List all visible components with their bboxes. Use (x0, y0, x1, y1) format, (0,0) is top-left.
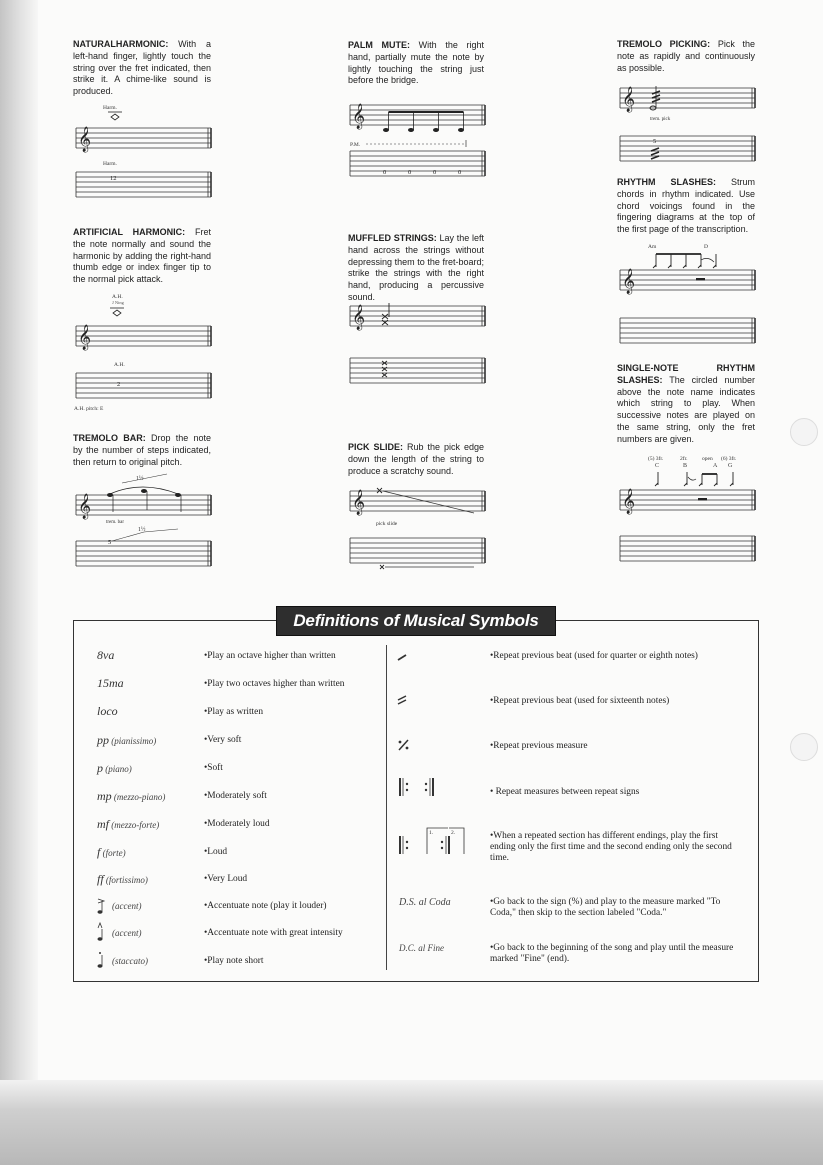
natural-harmonic-text: NATURALHARMONIC: With a left-hand finger, lightly touch the string over the fret indicated, then strike it. A chime-like sound is produced. (73, 39, 211, 97)
piano-symbol: p (piano) (97, 761, 132, 775)
svg-text:0: 0 (433, 169, 437, 176)
definition-desc: •Go back to the beginning of the song and play until the measure marked "Fine" (end). (490, 943, 734, 964)
rhythm-slashes-text: RHYTHM SLASHES: Strum chords in rhythm indicated. Use chord voicings found in the fingering diagrams at the top of the first page of the transcription. (617, 177, 755, 235)
svg-text:1½: 1½ (138, 527, 146, 533)
svg-text:A.H.: A.H. (112, 294, 123, 300)
svg-text:trem. bar: trem. bar (106, 520, 125, 525)
svg-text:D: D (704, 244, 708, 250)
definitions-divider (386, 645, 387, 970)
svg-text:1.: 1. (429, 830, 434, 836)
definition-desc: •Repeat previous beat (used for sixteenth notes) (490, 696, 670, 706)
svg-text:P.M.: P.M. (350, 142, 361, 148)
page-shadow-bottom (0, 1080, 823, 1165)
svg-text:0: 0 (408, 169, 412, 176)
svg-text:B: B (683, 463, 688, 469)
page-shadow-left (0, 0, 38, 1165)
single-note-slashes-example (616, 452, 758, 576)
staccato-label: (staccato) (112, 956, 148, 966)
muffled-strings-example (346, 300, 488, 390)
definition-desc: •Play two octaves higher than written (204, 679, 345, 689)
mezzo-forte-symbol: mf (mezzo-forte) (97, 817, 160, 831)
svg-text:G: G (728, 463, 733, 469)
repeat-signs-icon (398, 776, 438, 798)
svg-text:𝄞: 𝄞 (352, 103, 366, 128)
forte-symbol: f (forte) (97, 845, 126, 859)
binder-hole (790, 733, 818, 761)
muffled-strings-text: MUFFLED STRINGS: Lay the left hand across the strings without depressing them to the fret-board; strike the strings with the right hand, producing a percussive sound. (348, 233, 484, 302)
mezzo-piano-symbol: mp (mezzo-piano) (97, 789, 166, 803)
definition-desc: •Loud (204, 847, 228, 857)
repeat-measure-icon (396, 738, 412, 752)
svg-text:A: A (713, 463, 718, 469)
definition-desc: •Go back to the sign (%) and play to the measure marked "To Coda," then skip to the section labeled "Coda." (490, 897, 721, 918)
svg-text:2: 2 (117, 381, 121, 388)
svg-text:𝄞: 𝄞 (352, 489, 366, 514)
definition-desc: • Repeat measures between repeat signs (490, 787, 640, 797)
palm-mute-text: PALM MUTE: With the right hand, partially mute the note by lightly touching the string just before the bridge. (348, 40, 484, 86)
svg-text:A.H. pitch: E: A.H. pitch: E (74, 406, 104, 412)
loco-symbol: loco (97, 704, 118, 718)
svg-text:12: 12 (110, 175, 117, 182)
svg-text:0: 0 (458, 169, 462, 176)
svg-text:2.: 2. (451, 830, 456, 836)
svg-text:𝄞: 𝄞 (622, 268, 636, 293)
svg-text:𝄞: 𝄞 (78, 493, 92, 518)
repeat-beat-slash-icon (396, 652, 410, 662)
definition-desc: •Very Loud (204, 874, 248, 884)
staccato-note-icon (96, 950, 108, 970)
svg-text:Harm.: Harm. (103, 161, 117, 167)
binder-hole (790, 418, 818, 446)
definition-desc: •Accentuate note (play it louder) (204, 901, 327, 911)
accent-label: (accent) (112, 901, 142, 911)
two-octave-symbol: 15ma (97, 676, 124, 690)
svg-text:2fr.: 2fr. (680, 456, 688, 462)
endings-icon (398, 824, 468, 858)
svg-text:(6) 3fr.: (6) 3fr. (721, 456, 737, 462)
svg-text:1½: 1½ (136, 476, 144, 482)
definition-desc: •Accentuate note with great intensity (204, 928, 343, 938)
definitions-title: Definitions of Musical Symbols (276, 606, 556, 636)
artificial-harmonic-example (72, 290, 214, 414)
accent-note-icon (96, 897, 108, 915)
svg-text:𝄞: 𝄞 (622, 86, 636, 111)
tremolo-picking-example (616, 78, 758, 172)
definitions-box (73, 620, 759, 982)
definition-desc: •Play as written (204, 707, 264, 717)
svg-text:𝄞: 𝄞 (78, 324, 92, 349)
natural-harmonic-example (72, 100, 214, 202)
tremolo-bar-example (72, 472, 214, 576)
strong-accent-note-icon (96, 922, 108, 942)
svg-text:0: 0 (383, 169, 387, 176)
svg-text:5: 5 (108, 539, 112, 546)
svg-text:trem. pick: trem. pick (650, 117, 671, 122)
definition-desc: •Very soft (204, 735, 242, 745)
single-note-slashes-text: SINGLE-NOTE RHYTHM SLASHES: The circled number above the note name indicates which string to play. When successive notes are played on the same string, only the fret numbers are given. (617, 363, 755, 444)
palm-mute-example (346, 95, 488, 185)
svg-text:𝄞: 𝄞 (352, 304, 366, 329)
rhythm-slashes-example (616, 240, 758, 350)
svg-text:pick slide: pick slide (376, 521, 398, 527)
svg-text:𝄞: 𝄞 (622, 488, 636, 513)
tremolo-picking-text: TREMOLO PICKING: Pick the note as rapidly and continuously as possible. (617, 39, 755, 73)
pianissimo-symbol: pp (pianissimo) (97, 733, 157, 747)
tremolo-bar-text: TREMOLO BAR: Drop the note by the number of steps indicated, then return to original pitch. (73, 433, 211, 467)
svg-text:open: open (702, 456, 713, 462)
svg-text:5: 5 (653, 138, 657, 145)
svg-text:Harm.: Harm. (103, 105, 117, 111)
definition-desc: •Soft (204, 763, 223, 773)
definition-desc: •Repeat previous beat (used for quarter or eighth notes) (490, 651, 698, 661)
definition-desc: •Moderately loud (204, 819, 270, 829)
svg-text:A.H.: A.H. (114, 362, 125, 368)
artificial-harmonic-text: ARTIFICIAL HARMONIC: Fret the note normally and sound the harmonic by adding the right-hand thumb edge or index finger tip to the normal pick attack. (73, 227, 211, 285)
svg-text:𝄞: 𝄞 (78, 126, 92, 151)
definition-desc: •Repeat previous measure (490, 741, 588, 751)
dc-al-fine-symbol: D.C. al Fine (399, 943, 444, 953)
repeat-sixteenth-slash-icon (396, 694, 410, 706)
ds-al-coda-symbol: D.S. al Coda (399, 897, 451, 908)
definition-desc: •When a repeated section has different endings, play the first ending only the first time and the second ending only the second time. (490, 831, 732, 863)
definition-desc: •Play note short (204, 956, 264, 966)
svg-text:J Ning: J Ning (112, 300, 124, 305)
svg-text:(5) 3fr.: (5) 3fr. (648, 456, 664, 462)
octave-symbol: 8va (97, 648, 115, 662)
svg-text:Am: Am (648, 244, 657, 250)
pick-slide-example (346, 483, 488, 575)
definition-desc: •Play an octave higher than written (204, 651, 336, 661)
svg-text:C: C (655, 463, 660, 469)
strong-accent-label: (accent) (112, 928, 142, 938)
fortissimo-symbol: ff (fortissimo) (97, 872, 148, 886)
definition-desc: •Moderately soft (204, 791, 267, 801)
pick-slide-text: PICK SLIDE: Rub the pick edge down the length of the string to produce a scratchy sound. (348, 442, 484, 476)
